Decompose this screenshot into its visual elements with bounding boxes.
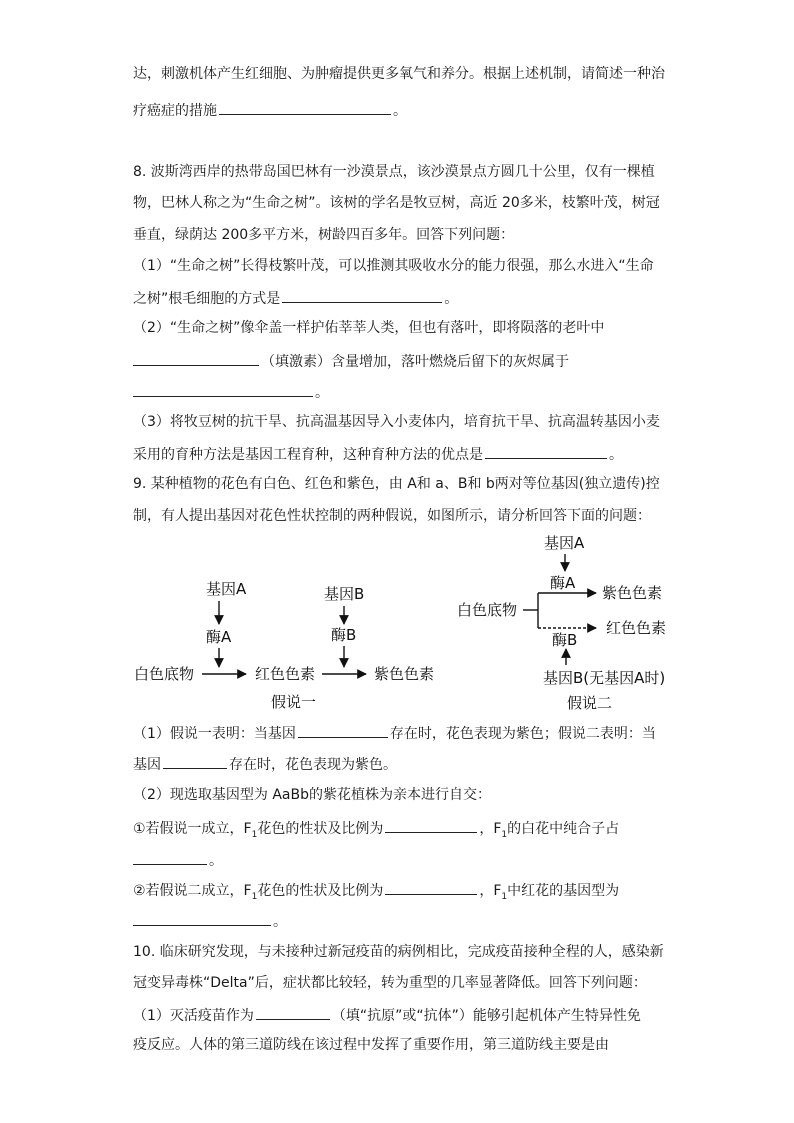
q8-p2-line-2 [133, 350, 569, 372]
subscript: 1 [251, 829, 258, 840]
q8-p2-line-1: （2）“生命之树”像伞盖一样护佑莘莘人类，但也有落叶，即将陨落的老叶中 [133, 320, 605, 336]
q10-line-1: 10. 临床研究发现，与未接种过新冠疫苗的病例相比，完成疫苗接种全程的人，感染新 [133, 944, 664, 960]
q8-p2-line-3 [133, 381, 329, 403]
q8-p1-text: 之树”根毛细胞的方式是 [133, 291, 281, 307]
case-2-text-d: 中红花的基因型为 [507, 883, 620, 899]
q7-line-1: 达，刺激机体产生红细胞、为肿瘤提供更多氧气和养分。根据上述机制，请简述一种治 [133, 66, 665, 82]
answer-blank[interactable] [282, 287, 442, 303]
q7-line-2 [133, 99, 407, 121]
q9-p1-text-d: 存在时，花色表现为紫色。 [229, 757, 397, 773]
h2-red-pigment: 红色色素 [606, 619, 667, 637]
q9-p1-line-1 [133, 722, 656, 744]
q8-line-1: 8. 波斯湾西岸的热带岛国巴林有一沙漠景点，该沙漠景点方圆几十公里，仅有一棵植 [133, 164, 655, 180]
answer-blank[interactable] [385, 817, 477, 833]
q8-p2-text: （填激素）含量增加，落叶燃烧后留下的灰烬属于 [261, 354, 569, 370]
h1-purple-pigment: 紫色色素 [374, 665, 435, 683]
h2-gene-a: 基因A [544, 534, 585, 552]
h1-substrate: 白色底物 [134, 665, 195, 683]
answer-blank[interactable] [163, 753, 227, 769]
h1-enzyme-a: 酶A [206, 628, 232, 646]
q8-line-3: 垂直，绿荫达 200多平方米，树龄四百多年。回答下列问题： [133, 227, 515, 243]
q9-case-2-line-1 [133, 879, 619, 907]
q9-line-2: 制，有人提出基因对花色性状控制的两种假说，如图所示，请分析回答下面的问题： [133, 508, 651, 524]
h2-purple-pigment: 紫色色素 [602, 584, 663, 602]
h1-caption: 假说一 [271, 693, 317, 711]
case-1-text-d: 的白花中纯合子占 [507, 821, 620, 837]
answer-blank[interactable] [256, 1004, 330, 1020]
q8-p3-line-1: （3）将牧豆树的抗干旱、抗高温基因导入小麦体内，培育抗干旱、抗高温转基因小麦 [133, 414, 660, 430]
q9-p1-text-c: 基因 [133, 757, 161, 773]
q10-p1-text-b: （填“抗原”或“抗体”）能够引起机体产生特异性免 [331, 1008, 641, 1024]
q8-p1-end: 。 [444, 291, 459, 307]
q8-p3-line-2 [133, 443, 623, 465]
q9-case-2-line-2 [133, 910, 287, 932]
subscript: 1 [501, 891, 508, 902]
q8-p1-line-2 [133, 287, 458, 309]
case-1-text-c: ，F [479, 821, 502, 837]
case-2-end: 。 [273, 914, 287, 930]
case-1-text-b: 花色的性状及比例为 [257, 821, 384, 837]
q7-end: 。 [393, 103, 407, 119]
q10-line-2: 冠变异毒株“Delta”后，症状都比较轻，转为重型的几率显著降低。回答下列问题： [133, 975, 647, 991]
answer-blank[interactable] [133, 381, 313, 397]
q9-line-1: 9. 某种植物的花色有白色、红色和紫色，由 A和 a、B和 b两对等位基因(独立遗传)控 [133, 476, 660, 492]
h2-gene-b: 基因B(无基因A时) [543, 669, 666, 687]
case-2-text-c: ，F [479, 883, 502, 899]
case-1-end: 。 [209, 853, 223, 869]
answer-blank[interactable] [133, 849, 207, 865]
answer-blank[interactable] [298, 722, 388, 738]
case-2-text-b: 花色的性状及比例为 [257, 883, 384, 899]
q9-case-1-line-2 [133, 849, 223, 871]
h2-substrate: 白色底物 [457, 601, 518, 619]
q7-text: 疗癌症的措施 [133, 103, 217, 119]
subscript: 1 [501, 829, 508, 840]
case-2-text-a: ②若假说二成立，F [133, 883, 252, 899]
q8-p3-end: 。 [609, 447, 623, 463]
answer-blank[interactable] [133, 350, 259, 366]
q10-p1-line-1 [133, 1004, 641, 1026]
q9-p1-text-a: （1）假说一表明：当基因 [133, 726, 296, 742]
q10-p1-line-2: 疫反应。人体的第三道防线在该过程中发挥了重要作用，第三道防线主要是由 [133, 1037, 609, 1053]
q10-p1-text-a: （1）灭活疫苗作为 [133, 1008, 254, 1024]
q8-p2-end: 。 [315, 385, 329, 401]
case-1-text-a: ①若假说一成立，F [133, 821, 252, 837]
q9-case-1-line-1 [133, 817, 619, 845]
q8-line-2: 物，巴林人称之为“生命之树”。该树的学名是牧豆树，高近 20多米，枝繁叶茂，树冠 [133, 195, 660, 211]
subscript: 1 [251, 891, 258, 902]
h2-enzyme-a: 酶A [550, 574, 576, 592]
h1-gene-a: 基因A [206, 580, 247, 598]
answer-blank[interactable] [385, 879, 477, 895]
q9-p1-line-2 [133, 753, 397, 775]
q9-p1-text-b: 存在时，花色表现为紫色；假说二表明：当 [389, 726, 656, 742]
h1-red-pigment: 红色色素 [255, 665, 316, 683]
answer-blank[interactable] [219, 99, 391, 115]
h1-enzyme-b: 酶B [331, 626, 357, 644]
q8-p3-text: 采用的育种方法是基因工程育种，这种育种方法的优点是 [133, 447, 483, 463]
q9-p2-line-1: （2）现选取基因型为 AaBb的紫花植株为亲本进行自交： [133, 787, 492, 803]
q8-p1-line-1: （1）“生命之树”长得枝繁叶茂，可以推测其吸收水分的能力很强，那么水进入“生命 [133, 258, 654, 274]
answer-blank[interactable] [133, 910, 271, 926]
h1-gene-b: 基因B [324, 585, 365, 603]
h2-caption: 假说二 [567, 694, 613, 712]
h2-enzyme-b: 酶B [552, 631, 578, 649]
answer-blank[interactable] [485, 443, 607, 459]
